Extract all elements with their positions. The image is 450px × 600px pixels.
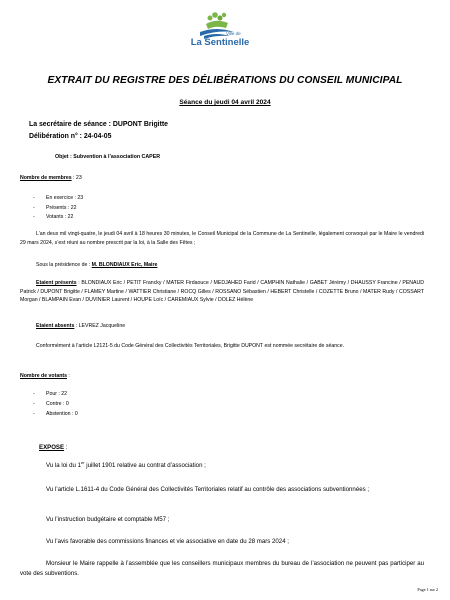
page-number: Page 1 sur 2 <box>417 587 438 592</box>
presidence: Sous la présidence de : M. BLONDIAUX Eric, Maire <box>36 262 158 268</box>
vu-article-cgct: Vu l’article L.1611-4 du Code Général des Collectivités Territoriales relatif au contrôle des associations subventionnées ; <box>46 486 370 493</box>
logo-name: La Sentinelle <box>190 37 250 48</box>
objet: Objet : Subvention à l’association CAPER <box>55 154 161 160</box>
deliberation-number: Délibération n° : 24-04-05 <box>29 133 112 140</box>
presents-list: Etaient présents : BLONDIAUX Eric / PETIT Francky / MATER Firdaouce / MEDJAHED Farid / CAMPHIN Nathalie / GABET Jérémy / DHAUSSY Francine / PENAUD Patrick / DUPONT Brigitte / FLAMEY Martine / WATTIER Christiane / ROCQ Gilles / ROSSANO Sébastien / HEBERT Christelle / COZETTE Bruno / MATER Rudy / COSSART Morgan / BLAMPAIN Evan / DUVINIER Laurent / HOUPE Loïc / CAREMIAUX Sylvie / DOLEZ Hélène <box>20 280 424 304</box>
document-title: EXTRAIT DU REGISTRE DES DÉLIBÉRATIONS DU CONSEIL MUNICIPAL <box>47 75 403 86</box>
maire-rappel: Monsieur le Maire rappelle à l’assemblée que les conseillers municipaux membres du bureau de l’association ne peuvent pas participer au vote des subventions. <box>20 560 424 577</box>
membres-heading: Nombre de membres : 23 <box>20 175 82 181</box>
article-paragraph: Conformément à l’article L2121-5 du Code Général des Collectivités Territoriales, Brigitte DUPONT est nommée secrétaire de séance. <box>36 343 345 349</box>
secretaire-de-seance: La secrétaire de séance : DUPONT Brigitte <box>29 121 169 128</box>
intro-paragraph: L’an deux mil vingt-quatre, le jeudi 04 avril à 18 heures 30 minutes, le Conseil Municipal de la Commune de La Sentinelle, légalement convoqué par le Maire le vendredi 29 mars 2024, s’est réuni au nombre prescrit par la loi, à la Salle des Fêtes ; <box>20 231 424 246</box>
vu-avis-commissions: Vu l’avis favorable des commissions finances et vie associative en date du 28 mars 2024 ; <box>46 538 289 545</box>
vu-loi-1901: Vu la loi du 1er juillet 1901 relative au contrat d’association ; <box>46 459 206 469</box>
expose-heading: EXPOSE : <box>39 444 68 451</box>
votants-heading: Nombre de votants : <box>20 373 70 379</box>
logo-subtitle: Ville de <box>226 31 241 36</box>
vu-instruction-m57: Vu l’instruction budgétaire et comptable M57 ; <box>46 516 170 523</box>
absents: Etaient absents : LEVREZ Jacqueline <box>36 323 126 329</box>
seance-date: Séance du jeudi 04 avril 2024 <box>179 99 271 106</box>
